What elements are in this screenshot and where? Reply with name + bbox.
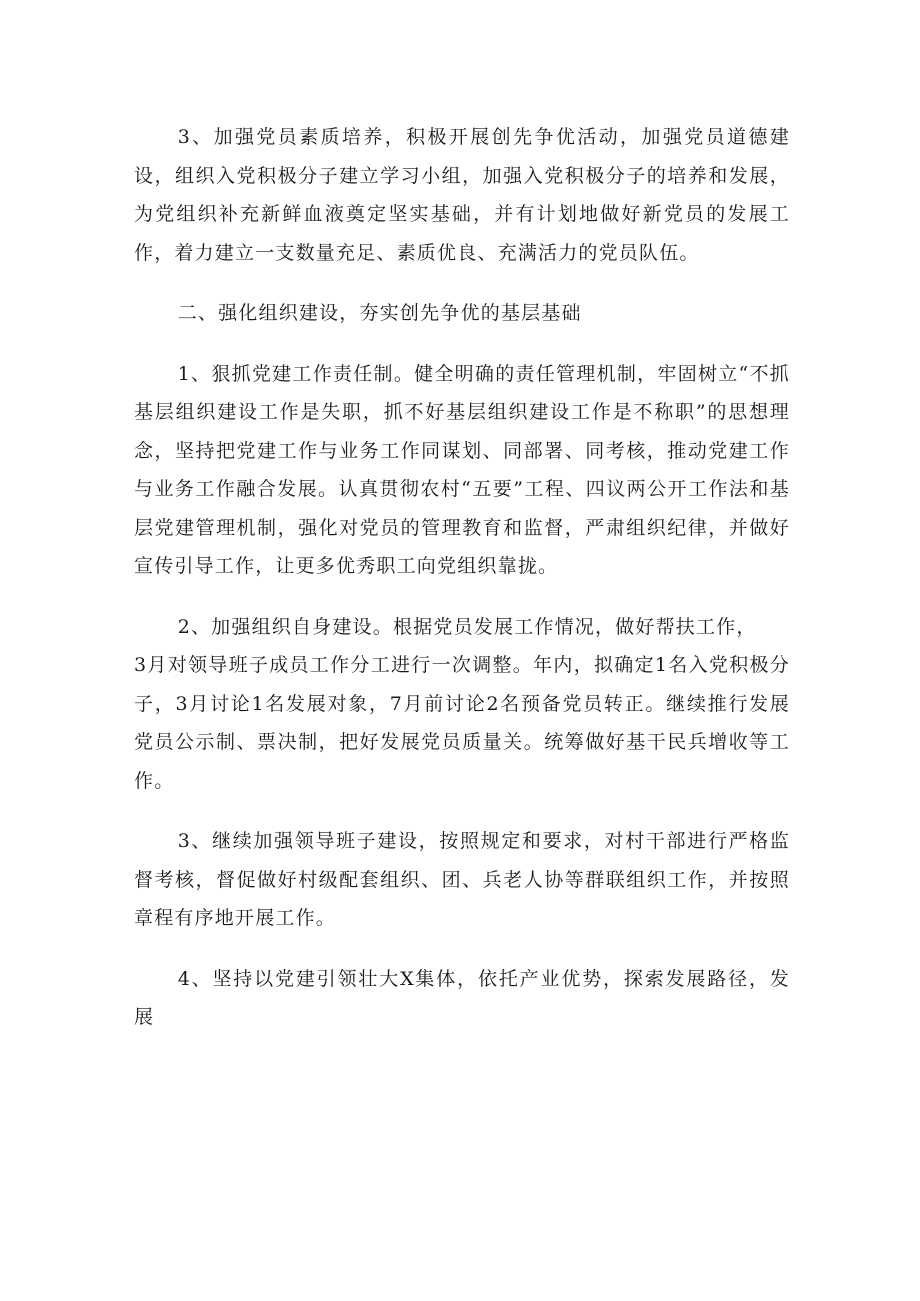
- paragraph-organization-self-building: [134, 608, 790, 801]
- document-body: [134, 118, 790, 1037]
- paragraph-party-building-responsibility: 1、狠抓党建工作责任制。健全明确的责任管理机制，牢固树立“不抓基层组织建设工作是失职，抓不好基层组织建设工作是不称职”的思想理念，坚持把党建工作与业务工作同谋划、同部署、同考核，推动党建工作与业务工作融合发展。认真贯彻农村“五要”工程、四议两公开工作法和基层党建管理机制，强化对党员的管理教育和监督，严肃组织纪律，并做好宣传引导工作，让更多优秀职工向党组织靠拢。: [134, 362, 790, 577]
- paragraph-organization-self-building-continuation: 3月对领导班子成员工作分工进行一次调整。年内，拟确定1名入党积极分子，3月讨论1名发展对象，7月前讨论2名预备党员转正。继续推行发展党员公示制、票决制，把好发展党员质量关。统筹做好基干民兵增收等工作。: [134, 654, 790, 792]
- paragraph-party-member-quality: 3、加强党员素质培养，积极开展创先争优活动，加强党员道德建设，组织入党积极分子建立学习小组，加强入党积极分子的培养和发展，为党组织补充新鲜血液奠定坚实基础，并有计划地做好新党员的发展工作，着力建立一支数量充足、素质优良、充满活力的党员队伍。: [134, 126, 790, 264]
- paragraph-collective-economy: 4、坚持以党建引领壮大X集体，依托产业优势，探索发展路径，发展: [134, 967, 790, 1028]
- paragraph-organization-self-building-line-1: 2、加强组织自身建设。根据党员发展工作情况，做好帮扶工作，: [177, 615, 757, 638]
- section-heading-organization-building: 二、强化组织建设，夯实创先争优的基层基础: [177, 302, 582, 324]
- paragraph-leadership-team-building: 3、继续加强领导班子建设，按照规定和要求，对村干部进行严格监督考核，督促做好村级配套组织、团、兵老人协等群联组织工作，并按照章程有序地开展工作。: [134, 830, 790, 929]
